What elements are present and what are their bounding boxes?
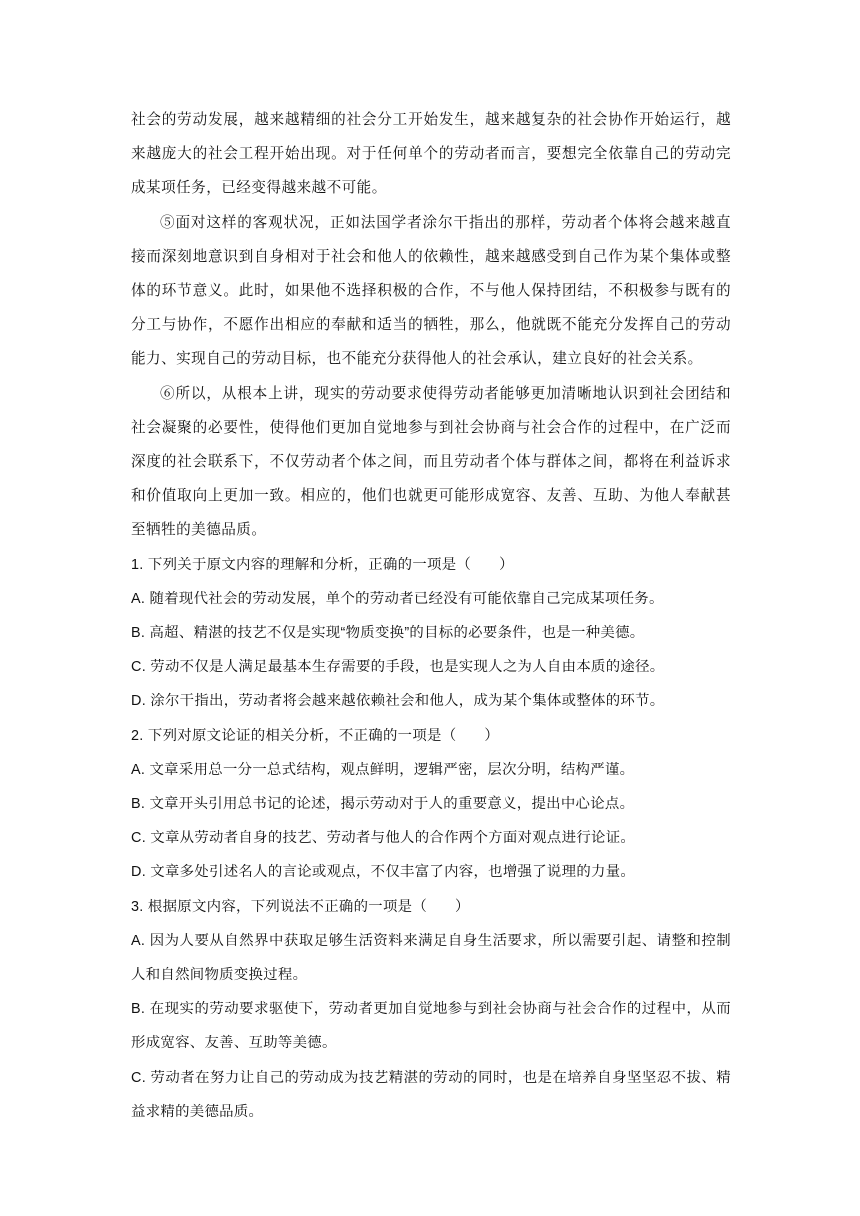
option-a: A. 文章采用总一分一总式结构，观点鲜明，逻辑严密，层次分明，结构严谨。 bbox=[131, 761, 635, 778]
option-a: A. 因为人要从自然界中获取足够生活资料来满足自身生活要求，所以需要引起、请整和控制人和自然间物质变换过程。 bbox=[131, 932, 731, 984]
question-3 bbox=[131, 890, 731, 1129]
option-c: C. 劳动不仅是人满足最基本生存需要的手段，也是实现人之为人自由本质的途径。 bbox=[131, 659, 665, 676]
option-d: D. 涂尔干指出，劳动者将会越来越依赖社会和他人，成为某个集体或整体的环节。 bbox=[131, 693, 665, 710]
option-b: B. 文章开头引用总书记的论述，揭示劳动对于人的重要意义，提出中心论点。 bbox=[131, 796, 635, 813]
question-stem-text: 1. 下列关于原文内容的理解和分析，正确的一项是（ bbox=[131, 556, 472, 573]
passage-paragraph-continued: 社会的劳动发展，越来越精细的社会分工开始发生，越来越复杂的社会协作开始运行，越来越庞大的社会工程开始出现。对于任何单个的劳动者而言，要想完全依靠自己的劳动完成某项任务，已经变得越来越不可能。 bbox=[131, 111, 731, 197]
question-1 bbox=[131, 548, 731, 719]
question-stem bbox=[131, 719, 731, 753]
option-b: B. 高超、精湛的技艺不仅是实现“物质变换”的目标的必要条件，也是一种美德。 bbox=[131, 625, 645, 642]
option-b: B. 在现实的劳动要求驱使下，劳动者更加自觉地参与到社会协商与社会合作的过程中，从而形成宽容、友善、互助等美德。 bbox=[131, 1001, 731, 1052]
question-stem-text: 3. 根据原文内容，下列说法不正确的一项是（ bbox=[131, 898, 428, 915]
question-2 bbox=[131, 719, 731, 890]
question-stem-close: ） bbox=[455, 898, 470, 915]
question-stem bbox=[131, 890, 731, 924]
passage-paragraph-6: ⑥所以，从根本上讲，现实的劳动要求使得劳动者能够更加清晰地认识到社会团结和社会凝聚的必要性，使得他们更加自觉地参与到社会协商与社会合作的过程中，在广泛而深度的社会联系下，不仅劳动者个体之间，而且劳动者个体与群体之间，都将在利益诉求和价值取向上更加一致。相应的，他们也就更可能形成宽容、友善、互助、为他人奉献甚至牺牲的美德品质。 bbox=[131, 384, 731, 539]
question-stem-close: ） bbox=[499, 556, 514, 573]
question-stem bbox=[131, 548, 731, 582]
question-stem-text: 2. 下列对原文论证的相关分析，不正确的一项是（ bbox=[131, 727, 457, 744]
option-c: C. 劳动者在努力让自己的劳动成为技艺精湛的劳动的同时，也是在培养自身坚坚忍不拔、精益求精的美德品质。 bbox=[131, 1069, 731, 1120]
document-body bbox=[131, 103, 731, 1129]
option-d: D. 文章多处引述名人的言论或观点，不仅丰富了内容，也增强了说理的力量。 bbox=[131, 864, 636, 881]
question-stem-close: ） bbox=[484, 727, 500, 744]
passage-paragraph-5: ⑤面对这样的客观状况，正如法国学者涂尔干指出的那样，劳动者个体将会越来越直接而深刻地意识到自身相对于社会和他人的依赖性，越来越感受到自己作为某个集体或整体的环节意义。此时，如果他不选择积极的合作，不与他人保持团结，不积极参与既有的分工与协作，不愿作出相应的奉献和适当的牺牲，那么，他就既不能充分发挥自己的劳动能力、实现自己的劳动目标，也不能充分获得他人的社会承认，建立良好的社会关系。 bbox=[131, 213, 731, 368]
option-c: C. 文章从劳动者自身的技艺、劳动者与他人的合作两个方面对观点进行论证。 bbox=[131, 830, 636, 847]
option-a: A. 随着现代社会的劳动发展，单个的劳动者已经没有可能依靠自己完成某项任务。 bbox=[131, 590, 664, 607]
